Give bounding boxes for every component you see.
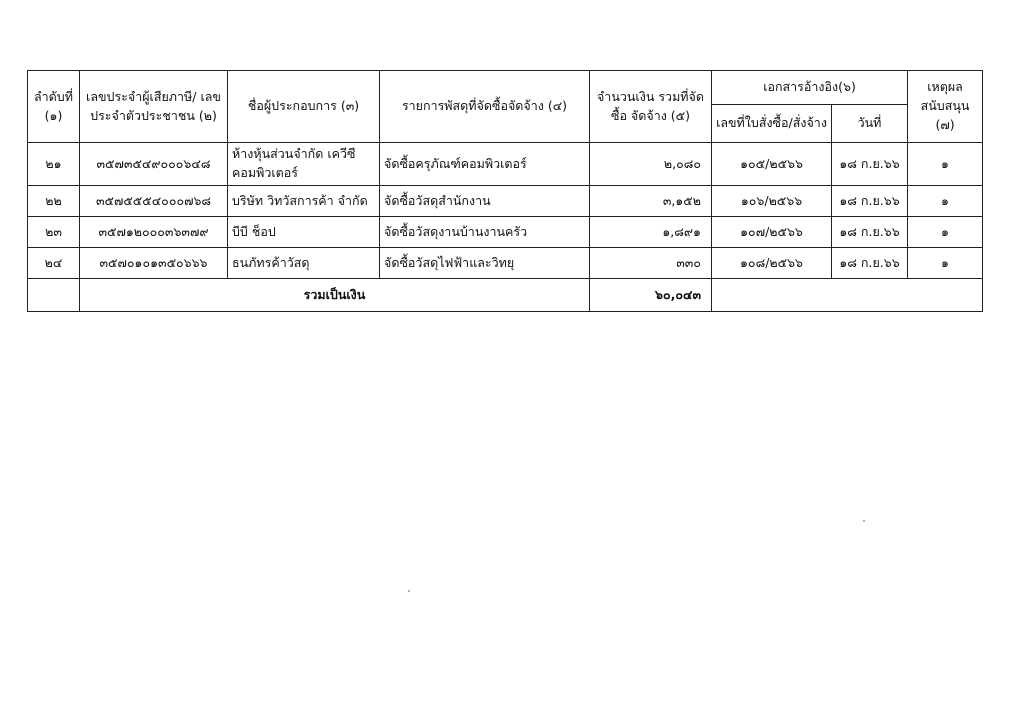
procurement-table bbox=[27, 70, 983, 312]
cell-seq: ๒๔ bbox=[28, 248, 80, 279]
header-ref-date: วันที่ bbox=[832, 105, 908, 143]
cell-seq: ๒๑ bbox=[28, 143, 80, 186]
cell-ref-date: ๑๘ ก.ย.๖๖ bbox=[832, 248, 908, 279]
cell-vendor: บริษัท วิทวัสการค้า จำกัด bbox=[228, 186, 380, 217]
header-vendor: ชื่อผู้ประกอบการ (๓) bbox=[228, 71, 380, 143]
cell-taxid: ๓๕๗๐๑๐๑๓๕๐๖๖๖ bbox=[80, 248, 228, 279]
cell-ref-date: ๑๘ ก.ย.๖๖ bbox=[832, 217, 908, 248]
cell-ref-no: ๑๐๘/๒๕๖๖ bbox=[712, 248, 832, 279]
header-items: รายการพัสดุที่จัดซื้อจัดจ้าง (๔) bbox=[380, 71, 590, 143]
total-amount: ๖๐,๐๔๓ bbox=[590, 279, 712, 312]
cell-vendor: ธนภัทรค้าวัสดุ bbox=[228, 248, 380, 279]
total-empty-cell bbox=[28, 279, 80, 312]
table-row bbox=[28, 143, 983, 186]
table-row bbox=[28, 186, 983, 217]
total-label: รวมเป็นเงิน bbox=[80, 279, 590, 312]
cell-ref-no: ๑๐๗/๒๕๖๖ bbox=[712, 217, 832, 248]
header-reason: เหตุผลสนับสนุน (๗) bbox=[908, 71, 983, 143]
header-ref: เอกสารอ้างอิง(๖) bbox=[712, 71, 908, 105]
header-amount: จำนวนเงิน รวมที่จัดซื้อ จัดจ้าง (๕) bbox=[590, 71, 712, 143]
cell-reason: ๑ bbox=[908, 143, 983, 186]
table-row bbox=[28, 217, 983, 248]
cell-vendor: ห้างหุ้นส่วนจำกัด เควีซี คอมพิวเตอร์ bbox=[228, 143, 380, 186]
cell-items: จัดซื้อวัสดุไฟฟ้าและวิทยุ bbox=[380, 248, 590, 279]
cell-ref-date: ๑๘ ก.ย.๖๖ bbox=[832, 143, 908, 186]
header-ref-no: เลขที่ใบสั่งซื้อ/สั่งจ้าง bbox=[712, 105, 832, 143]
cell-taxid: ๓๕๗๑๒๐๐๐๓๖๓๗๙ bbox=[80, 217, 228, 248]
header-seq: ลำดับที่ (๑) bbox=[28, 71, 80, 143]
cell-taxid: ๓๕๗๕๕๕๔๐๐๐๗๖๘ bbox=[80, 186, 228, 217]
cell-seq: ๒๓ bbox=[28, 217, 80, 248]
total-blank-cell bbox=[712, 279, 983, 312]
cell-ref-no: ๑๐๕/๒๕๖๖ bbox=[712, 143, 832, 186]
cell-vendor: บีบี ช็อป bbox=[228, 217, 380, 248]
cell-reason: ๑ bbox=[908, 248, 983, 279]
table-row bbox=[28, 248, 983, 279]
cell-taxid: ๓๕๗๓๕๔๙๐๐๐๖๔๘ bbox=[80, 143, 228, 186]
cell-amount: ๑,๘๙๑ bbox=[590, 217, 712, 248]
cell-items: จัดซื้อวัสดุงานบ้านงานครัว bbox=[380, 217, 590, 248]
cell-reason: ๑ bbox=[908, 217, 983, 248]
header-row bbox=[28, 71, 983, 105]
cell-items: จัดซื้อวัสดุสำนักงาน bbox=[380, 186, 590, 217]
cell-reason: ๑ bbox=[908, 186, 983, 217]
cell-amount: ๒,๐๘๐ bbox=[590, 143, 712, 186]
header-taxid: เลขประจำผู้เสียภาษี/ เลขประจำตัวประชาชน (๒) bbox=[80, 71, 228, 143]
cell-items: จัดซื้อครุภัณฑ์คอมพิวเตอร์ bbox=[380, 143, 590, 186]
cell-amount: ๓๓๐ bbox=[590, 248, 712, 279]
cell-amount: ๓,๑๕๒ bbox=[590, 186, 712, 217]
cell-seq: ๒๒ bbox=[28, 186, 80, 217]
cell-ref-no: ๑๐๖/๒๕๖๖ bbox=[712, 186, 832, 217]
total-row bbox=[28, 279, 983, 312]
scan-speck bbox=[863, 520, 865, 522]
cell-ref-date: ๑๘ ก.ย.๖๖ bbox=[832, 186, 908, 217]
scan-speck bbox=[408, 590, 410, 592]
